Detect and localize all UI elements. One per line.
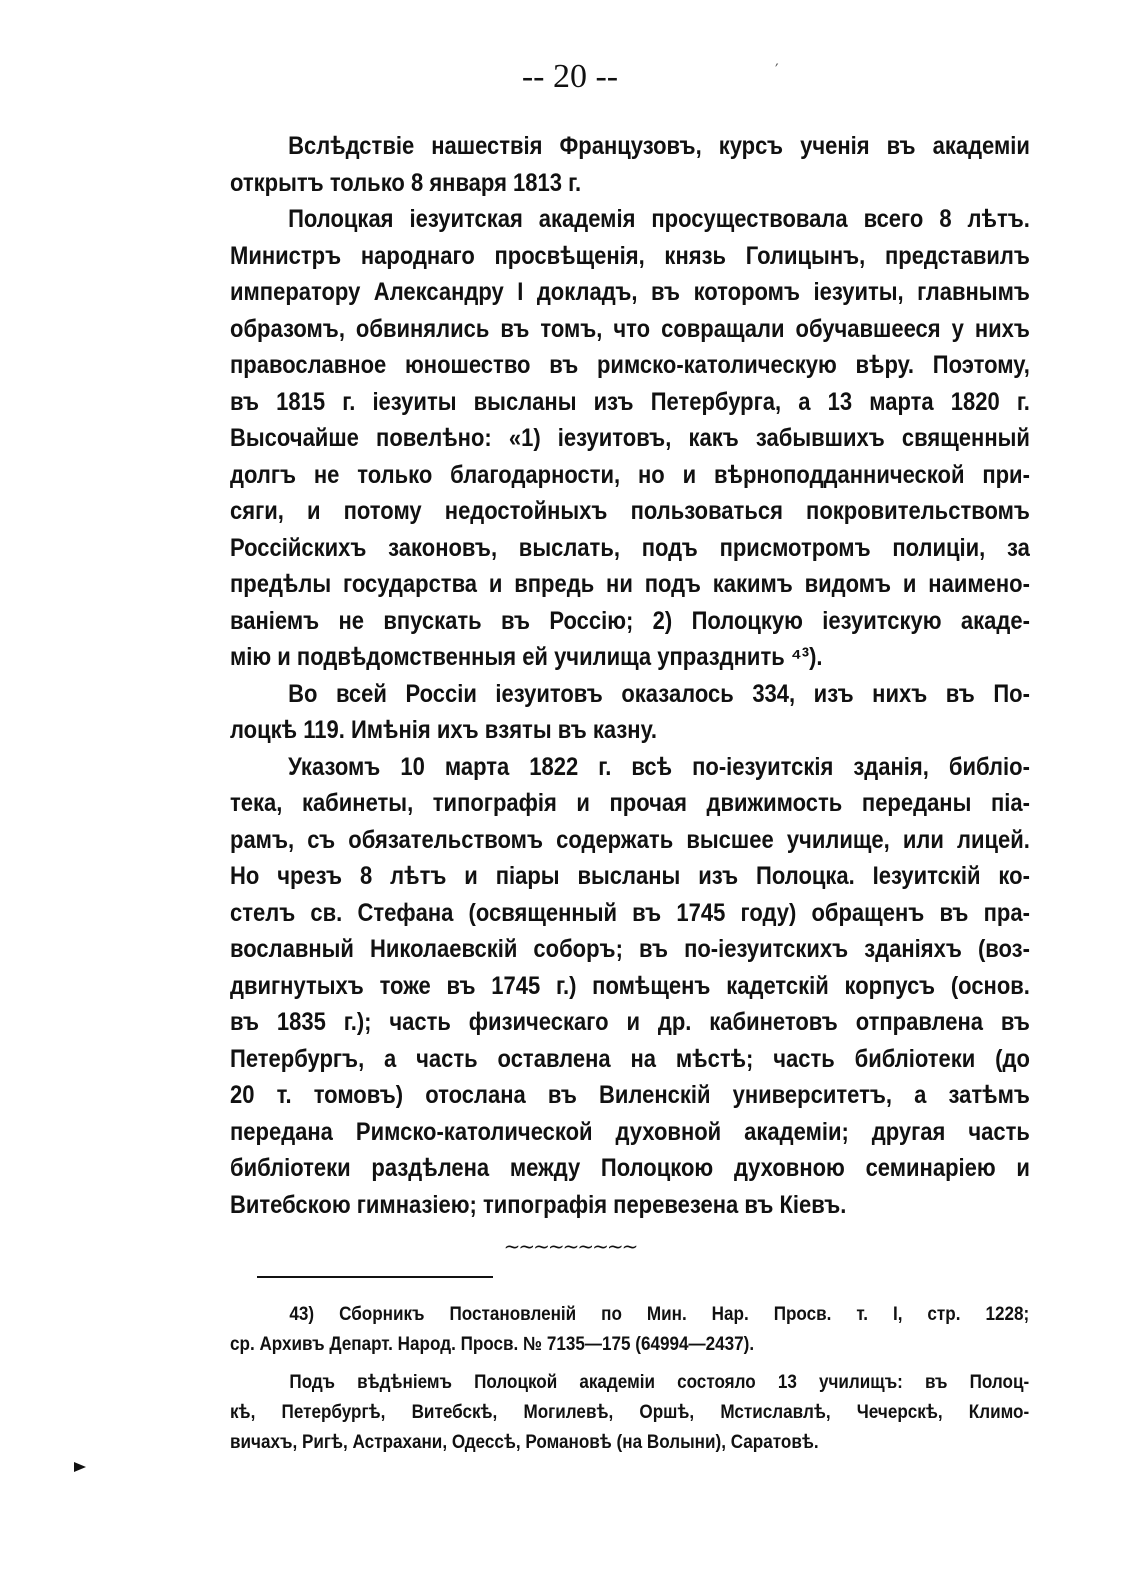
text-line: Но чрезъ 8 лѣтъ и піары высланы изъ Полоцка. Іезуитскій ко- bbox=[230, 862, 1030, 890]
text-line: въ 1815 г. іезуиты высланы изъ Петербурга, а 13 марта 1820 г. bbox=[230, 387, 1030, 416]
footnote-line: вичахъ, Ригѣ, Астрахани, Одессѣ, Романовѣ (на Волыни), Саратовѣ. bbox=[230, 1432, 819, 1453]
text-line: стелъ св. Стефана (освященный въ 1745 году) обращенъ въ пра- bbox=[230, 898, 1030, 927]
text-line: вославный Николаевскій соборъ; въ по-іезуитскихъ зданіяхъ (воз- bbox=[230, 935, 1030, 963]
text-line: Петербургъ, а часть оставлена на мѣстѣ; часть библіотеки (до bbox=[230, 1044, 1030, 1073]
main-text bbox=[230, 128, 1030, 1223]
text-line: Указомъ 10 марта 1822 г. всѣ по-іезуитскія зданія, библіо- bbox=[288, 752, 1030, 781]
text-line: тека, кабинеты, типографія и прочая движимость переданы піа- bbox=[230, 789, 1030, 817]
text-line: ваніемъ не впускать въ Россію; 2) Полоцкую іезуитскую акаде- bbox=[230, 606, 1030, 635]
footnotes bbox=[230, 1300, 1029, 1458]
text-line: Во всей Россіи іезуитовъ оказалось 334, изъ нихъ въ По- bbox=[288, 679, 1030, 708]
footnote-divider bbox=[257, 1276, 493, 1278]
footnote-line: ср. Архивъ Департ. Народ. Просв. № 7135—175 (64994—2437). bbox=[230, 1334, 755, 1355]
text-line: рамъ, съ обязательствомъ содержать высшее училище, или лицей. bbox=[230, 825, 1030, 854]
text-line: Вслѣдствіе нашествія Французовъ, курсъ ученія въ академіи bbox=[288, 132, 1030, 160]
text-line: православное юношество въ римско-католическую вѣру. Поэтому, bbox=[230, 351, 1030, 379]
text-line: мію и подвѣдомственныя ей училища упразднить ⁴³). bbox=[230, 643, 823, 671]
text-line: Министръ народнаго просвѣщенія, князь Голицынъ, представилъ bbox=[230, 241, 1030, 270]
section-ornament: ~~~~~~~~~ bbox=[503, 1234, 637, 1258]
text-line: открытъ только 8 января 1813 г. bbox=[230, 168, 582, 197]
page-number: -- 20 -- bbox=[521, 58, 619, 95]
footnote-line: 43) Сборникъ Постановленій по Мин. Нар. Просв. т. I, стр. 1228; bbox=[289, 1304, 1030, 1325]
text-line: образомъ, обвинялись въ томъ, что совращали обучавшееся у нихъ bbox=[230, 314, 1030, 343]
text-line: библіотеки раздѣлена между Полоцкою духовною семинаріею и bbox=[230, 1154, 1030, 1182]
text-line: передана Римско-католической духовной академіи; другая часть bbox=[230, 1117, 1030, 1146]
text-line: Высочайше повелѣно: «1) іезуитовъ, какъ забывшихъ священный bbox=[230, 424, 1030, 452]
text-line: лоцкѣ 119. Имѣнія ихъ взяты въ казну. bbox=[230, 716, 658, 744]
text-line: Полоцкая іезуитская академія просуществовала всего 8 лѣтъ. bbox=[288, 205, 1030, 233]
footnote-line: кѣ, Петербургѣ, Витебскѣ, Могилевѣ, Оршѣ, Мстиславлѣ, Чечерскѣ, Климо- bbox=[230, 1402, 1030, 1423]
text-line: сяги, и потому недостойныхъ пользоваться покровительствомъ bbox=[230, 497, 1030, 525]
text-line: Россійскихъ законовъ, выслать, подъ присмотромъ полиціи, за bbox=[230, 533, 1030, 562]
text-line: долгъ не только благодарности, но и вѣрноподданнической при- bbox=[230, 460, 1030, 489]
text-line: Витебскою гимназіею; типографія перевезена въ Кіевъ. bbox=[230, 1190, 847, 1219]
footnote-line: Подъ вѣдѣніемъ Полоцкой академіи состояло 13 училищъ: въ Полоц- bbox=[289, 1372, 1030, 1393]
text-line: императору Александру I докладъ, въ которомъ іезуиты, главнымъ bbox=[230, 278, 1030, 306]
text-line: двигнутыхъ тоже въ 1745 г.) помѣщенъ кадетскій корпусъ (основ. bbox=[230, 971, 1030, 1000]
margin-pointer-icon bbox=[74, 1462, 86, 1472]
text-line: 20 т. томовъ) отослана въ Виленскій университетъ, а затѣмъ bbox=[230, 1081, 1030, 1109]
text-line: въ 1835 г.); часть физическаго и др. кабинетовъ отправлена въ bbox=[230, 1008, 1030, 1036]
text-line: предѣлы государства и впредь ни подъ какимъ видомъ и наимено- bbox=[230, 570, 1030, 598]
print-mark: ′ bbox=[775, 60, 779, 79]
